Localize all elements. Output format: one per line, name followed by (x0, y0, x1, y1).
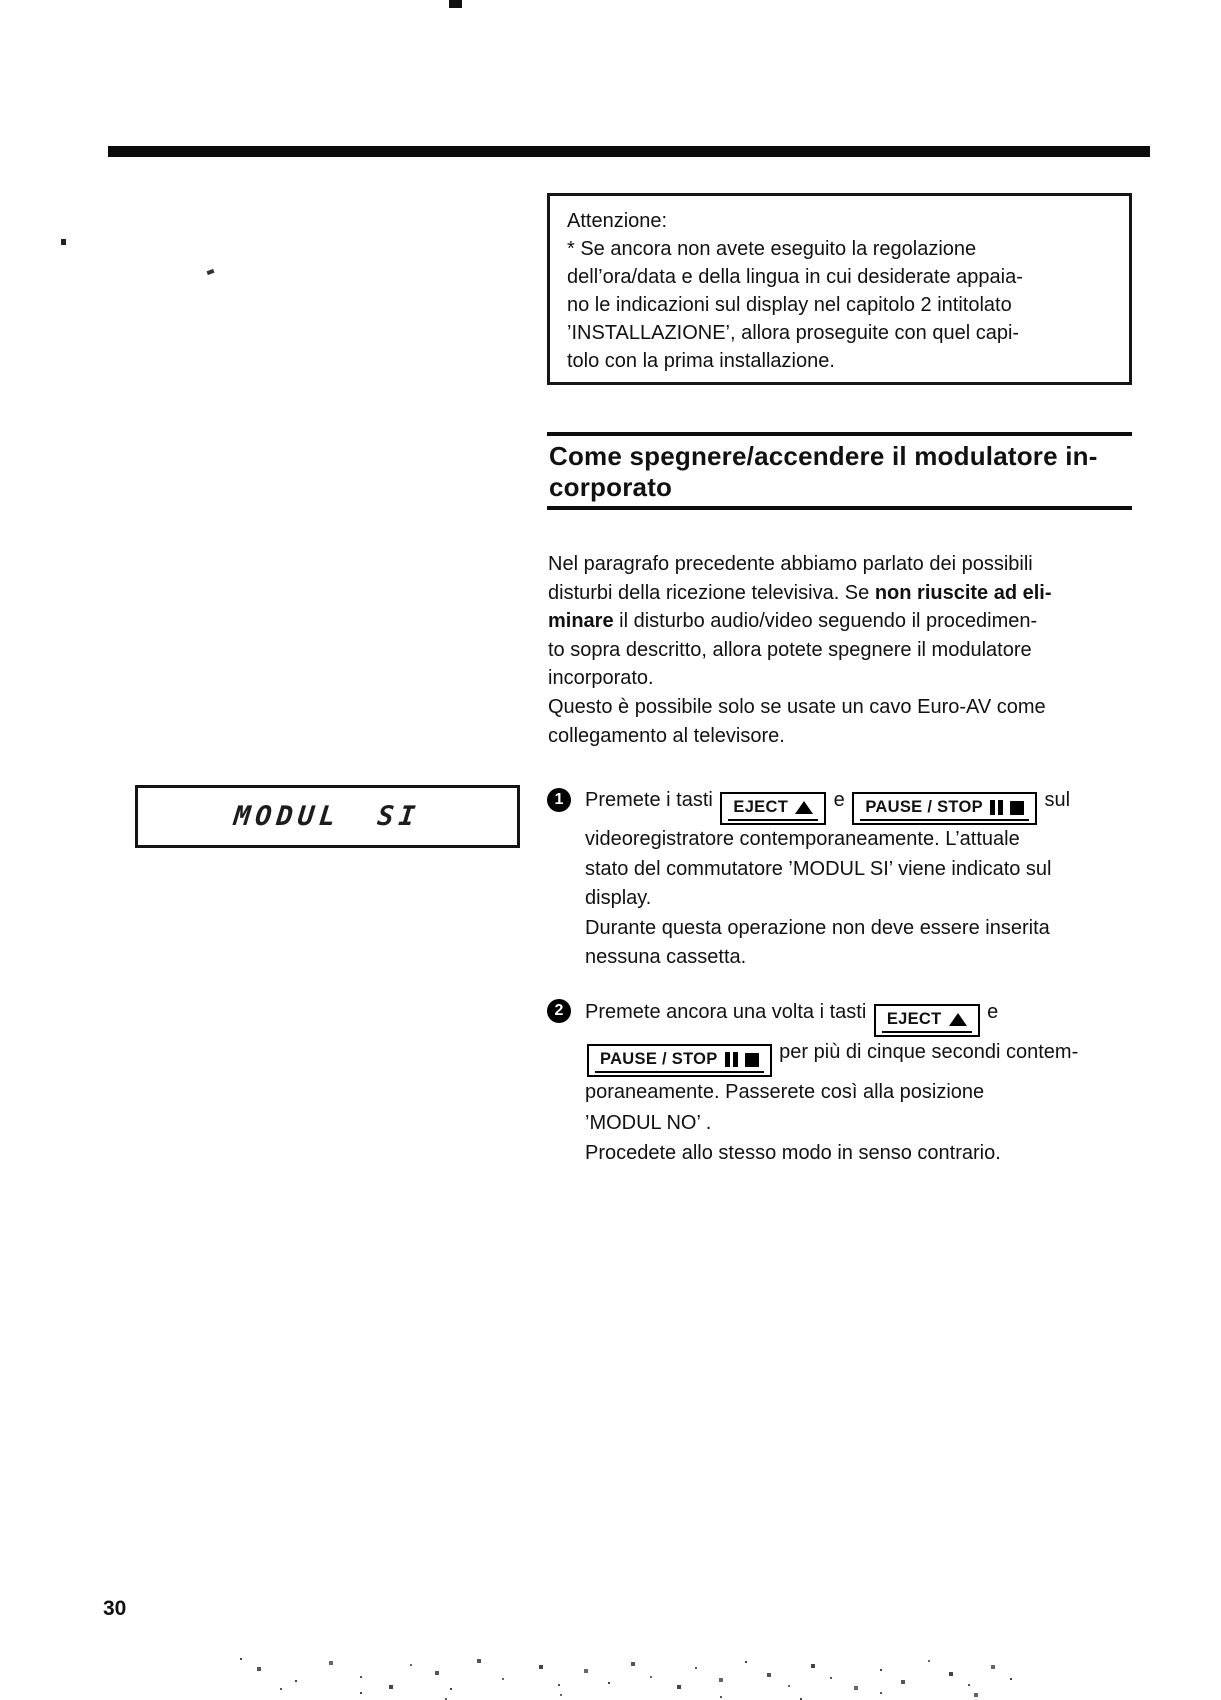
pause-bars-icon (725, 1052, 738, 1067)
paragraph-line: collegamento al televisore. (548, 724, 785, 747)
step-2-body (585, 997, 1159, 1169)
scan-artifact-top (449, 0, 462, 8)
eject-key (874, 1004, 980, 1037)
stop-square-icon (745, 1053, 759, 1067)
section-heading-line: Come spegnere/accendere il modulatore in- (549, 441, 1098, 471)
attention-line: * Se ancora non avete eseguito la regolazione (567, 238, 977, 260)
page-top-rule (108, 146, 1150, 157)
attention-line: tolo con la prima installazione. (567, 350, 835, 372)
paragraph-line: incorporato. (548, 667, 654, 690)
attention-line: ’INSTALLAZIONE’, allora proseguite con quel capi- (567, 322, 1020, 344)
step-line: videoregistratore contemporaneamente. L’attuale (585, 828, 1020, 850)
scan-speck (61, 239, 66, 245)
step-text: Premete ancora una volta i tasti (585, 1001, 872, 1023)
step-line: Durante questa operazione non deve essere inserita (585, 916, 1050, 939)
vcr-display-text: MODUL SI (232, 801, 423, 832)
paragraph-text: il disturbo audio/video seguendo il procedimen- (613, 610, 1038, 633)
step-line: poraneamente. Passerete così alla posizione (585, 1081, 985, 1103)
intro-paragraph (548, 550, 1158, 750)
scan-speck (207, 269, 215, 275)
attention-title: Attenzione: (567, 210, 668, 232)
attention-line: dell’ora/data e della lingua in cui desiderate appaia- (567, 266, 1023, 288)
step-2-number-badge: 2 (547, 999, 571, 1023)
attention-line: no le indicazioni sul display nel capitolo 2 intitolato (567, 294, 1012, 316)
step-line: display. (585, 887, 652, 909)
pause-stop-key (587, 1044, 772, 1077)
step-line (585, 1037, 1159, 1077)
paragraph-line: Questo è possibile solo se usate un cavo Euro-AV come (548, 695, 1046, 718)
heading-rule-top (547, 432, 1132, 436)
attention-note-box (547, 193, 1132, 385)
heading-rule-bottom (547, 506, 1132, 510)
eject-key (720, 792, 826, 825)
eject-key-label: EJECT (886, 1010, 942, 1028)
section-heading-line: corporato (549, 472, 673, 502)
step-text: per più di cinque secondi contem- (773, 1041, 1079, 1063)
section-heading (549, 441, 1139, 503)
paragraph-line: to sopra descritto, allora potete spegnere il modulatore (548, 638, 1032, 661)
paragraph-bold-text: non riuscite ad eli- (874, 581, 1052, 604)
step-1 (547, 786, 1159, 973)
eject-key-label: EJECT (733, 798, 789, 816)
paragraph-line (548, 607, 1158, 636)
step-2 (547, 997, 1159, 1169)
vcr-display-panel (135, 785, 520, 848)
step-1-number-badge: 1 (547, 788, 571, 812)
paragraph-bold-text: minare (548, 610, 614, 633)
pause-stop-key-label: PAUSE / STOP (865, 798, 983, 816)
step-line (585, 786, 1159, 825)
pause-bars-icon (990, 800, 1003, 815)
step-line: Procedete allo stesso modo in senso contrario. (585, 1142, 1001, 1164)
step-line (585, 997, 1159, 1037)
step-text: Premete i tasti (585, 789, 719, 811)
pause-stop-key (852, 792, 1037, 825)
scan-noise (240, 1658, 242, 1660)
step-line: stato del commutatore ’MODUL SI’ viene indicato sul (585, 857, 1052, 880)
step-line: nessuna cassetta. (585, 946, 747, 968)
page-number: 30 (103, 1597, 127, 1620)
stop-square-icon (1010, 801, 1024, 815)
step-text: e (981, 1001, 999, 1023)
paragraph-text: disturbi della ricezione televisiva. Se (548, 581, 875, 604)
step-1-body (585, 786, 1159, 973)
eject-triangle-icon (949, 1013, 967, 1026)
paragraph-line: Nel paragrafo precedente abbiamo parlato dei possibili (548, 553, 1033, 575)
eject-triangle-icon (795, 801, 813, 814)
step-text: e (828, 789, 851, 811)
pause-stop-key-label: PAUSE / STOP (600, 1050, 718, 1068)
paragraph-line (548, 579, 1158, 608)
step-line: ’MODUL NO’ . (585, 1111, 712, 1134)
step-text: sul (1038, 789, 1071, 811)
